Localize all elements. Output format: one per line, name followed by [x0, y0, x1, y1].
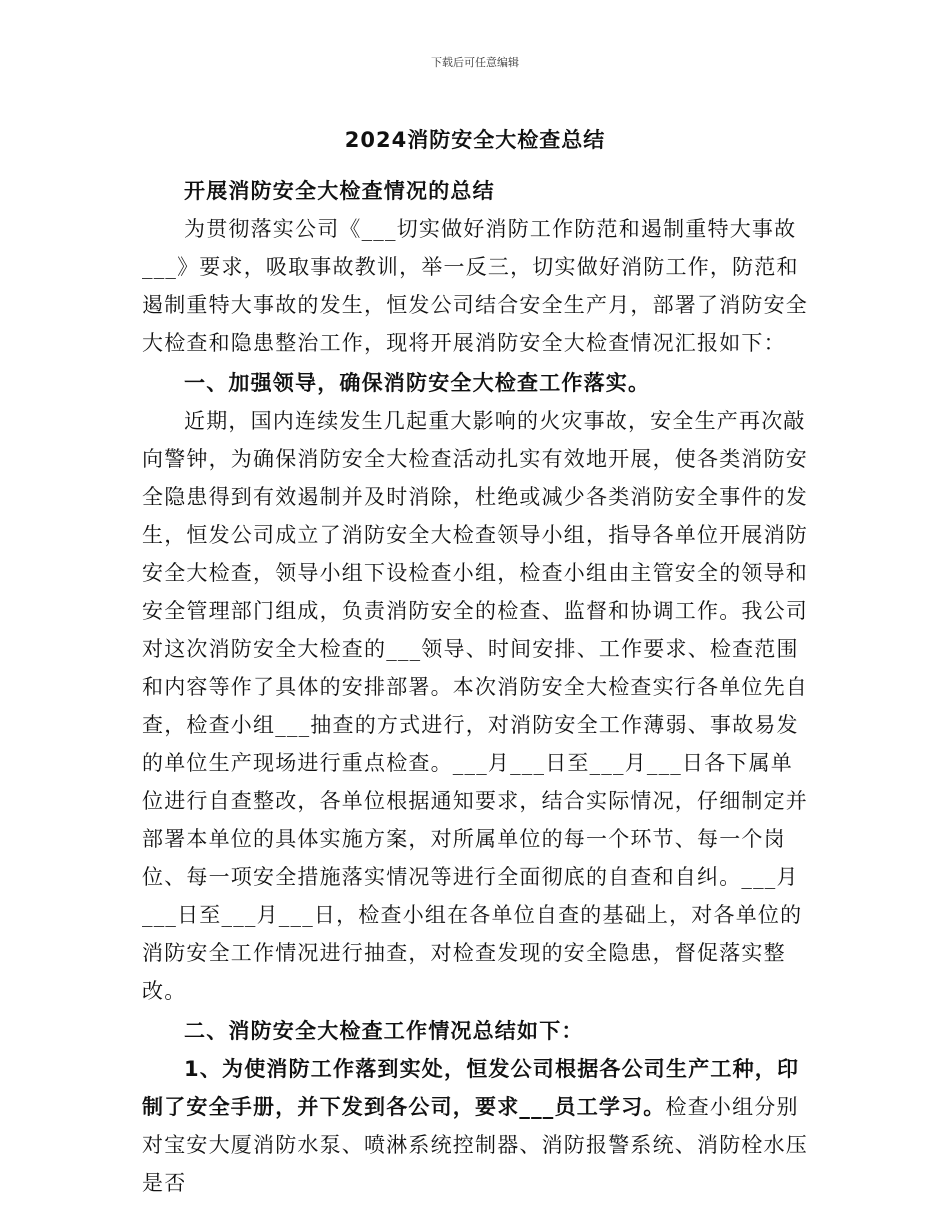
item1-paragraph: [142, 1050, 814, 1202]
document-title: 2024消防安全大检查总结: [344, 128, 606, 152]
document-body: [142, 172, 814, 1202]
document-subtitle: 开展消防安全大检查情况的总结: [184, 179, 495, 203]
intro-paragraph: 为贯彻落实公司《___切实做好消防工作防范和遏制重特大事故___》要求，吸取事故教训，举一反三，切实做好消防工作，防范和遏制重特大事故的发生，恒发公司结合安全生产月，部署了消防安全大检查和隐患整治工作，现将开展消防安全大检查情况汇报如下：: [142, 217, 808, 355]
page-header-note: 下载后可任意编辑: [431, 56, 519, 69]
item1-bold-text: 1、为使消防工作落到实处，恒发公司根据各公司生产工种，印制了安全手册，并下发到各公司，要求___员工学习。: [142, 1057, 800, 1119]
section2-heading: 二、消防安全大检查工作情况总结如下：: [184, 1019, 584, 1043]
item1-text: 检查小组分别对宝安大厦消防水泵、喷淋系统控制器、消防报警系统、消防栓水压是否: [142, 1095, 808, 1195]
section1-heading: 一、加强领导，确保消防安全大检查工作落实。: [184, 371, 651, 395]
section1-paragraph: 近期，国内连续发生几起重大影响的火灾事故，安全生产再次敲向警钟，为确保消防安全大检查活动扎实有效地开展，使各类消防安全隐患得到有效遏制并及时消除，杜绝或减少各类消防安全事件的发生，恒发公司成立了消防安全大检查领导小组，指导各单位开展消防安全大检查，领导小组下设检查小组，检查小组由主管安全的领导和安全管理部门组成，负责消防安全的检查、监督和协调工作。我公司对这次消防安全大检查的___领导、时间安排、工作要求、检查范围和内容等作了具体的安排部署。本次消防安全大检查实行各单位先自查，检查小组___抽查的方式进行，对消防安全工作薄弱、事故易发的单位生产现场进行重点检查。___月___日至___月___日各下属单位进行自查整改，各单位根据通知要求，结合实际情况，仔细制定并部署本单位的具体实施方案，对所属单位的每一个环节、每一个岗位、每一项安全措施落实情况等进行全面彻底的自查和自纠。___月___日至___月___日，检查小组在各单位自查的基础上，对各单位的消防安全工作情况进行抽查，对检查发现的安全隐患，督促落实整改。: [142, 409, 808, 1003]
